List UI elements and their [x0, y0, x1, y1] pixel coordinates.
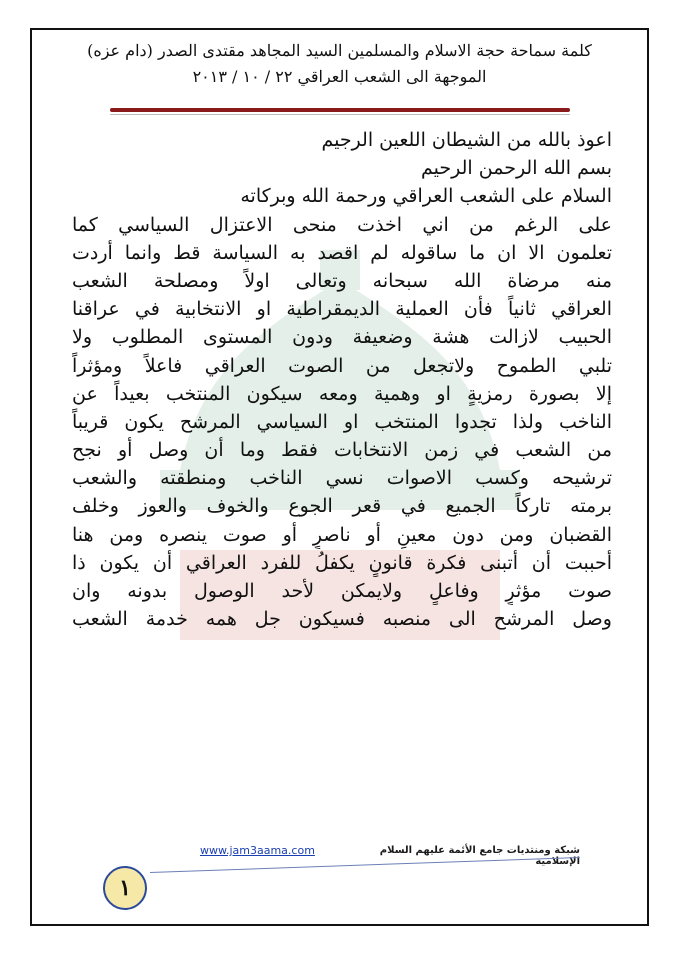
website-link[interactable]: www.jam3aama.com: [200, 844, 315, 857]
body-line: أحببت أن أتبنى فكرة قانونٍ يكفلُ للفرد العراقي أن يكون ذا: [72, 551, 612, 574]
body-line: الناخب ولذا تجدوا المنتخب او السياسي المرشح يكون قريباً: [72, 410, 612, 433]
header-subtitle-date: الموجهة الى الشعب العراقي ٢٢ / ١٠ / ٢٠١٣: [192, 67, 487, 86]
body-line: تلبي الطموح ولاتجعل من الصوت العراقي فاعلاً ومؤثراً: [72, 354, 612, 377]
body-line: منه مرضاة الله سبحانه وتعالى اولاً ومصلحة الشعب: [72, 269, 612, 292]
body-line: اعوذ بالله من الشيطان اللعين الرجيم: [321, 129, 612, 151]
body-line: من الشعب في زمن الانتخابات فقط وما أن وصل أو نجح: [72, 439, 612, 462]
body-line: إلا بصورة رمزيةٍ او وهمية ومعه سيكون المنتخب بعيداً عن: [72, 382, 612, 405]
body-line: بسم الله الرحمن الرحيم: [421, 157, 612, 180]
speech-body: [72, 126, 612, 633]
body-line: ترشيحه وكسب الاصوات نسي الناخب ومنطقته والشعب: [72, 467, 612, 490]
body-line: برمته تاركاً الجميع في قعر الجوع والخوف والعوز وخلف: [72, 495, 612, 518]
header-title: كلمة سماحة حجة الاسلام والمسلمين السيد المجاهد مقتدى الصدر (دام عزه): [87, 41, 592, 60]
body-line: تعلمون الا ان ما ساقوله لم اقصد به السياسة قط وانما أردت: [72, 241, 612, 264]
document-header: [40, 38, 639, 90]
page-number-badge: ١: [103, 866, 147, 910]
body-line: القضبان ومن دون معينٍ أو ناصرٍ أو صوت ينصره ومن هنا: [72, 523, 612, 546]
header-divider-shadow: [110, 114, 570, 115]
header-divider: [110, 108, 570, 112]
body-line: وصل المرشح الى منصبه فسيكون جل همه خدمة الشعب: [72, 608, 612, 631]
body-line: على الرغم من اني اخذت منحى الاعتزال السياسي كما: [72, 213, 612, 236]
body-line: صوت مؤثرٍ وفاعلٍ ولايمكن لأحد الوصول بدونه وان: [72, 580, 612, 602]
body-line: العراقي ثانياً فأن العملية الديمقراطية او الانتخابية في عراقنا: [72, 298, 612, 321]
body-line: السلام على الشعب العراقي ورحمة الله وبركاته: [240, 185, 612, 208]
network-name: شبكة ومنتديات جامع الأئمة عليهم السلام الإسلامية: [379, 845, 580, 867]
body-line: الحبيب لازالت هشة وضعيفة ودون المستوى المطلوب ولا: [72, 326, 612, 349]
